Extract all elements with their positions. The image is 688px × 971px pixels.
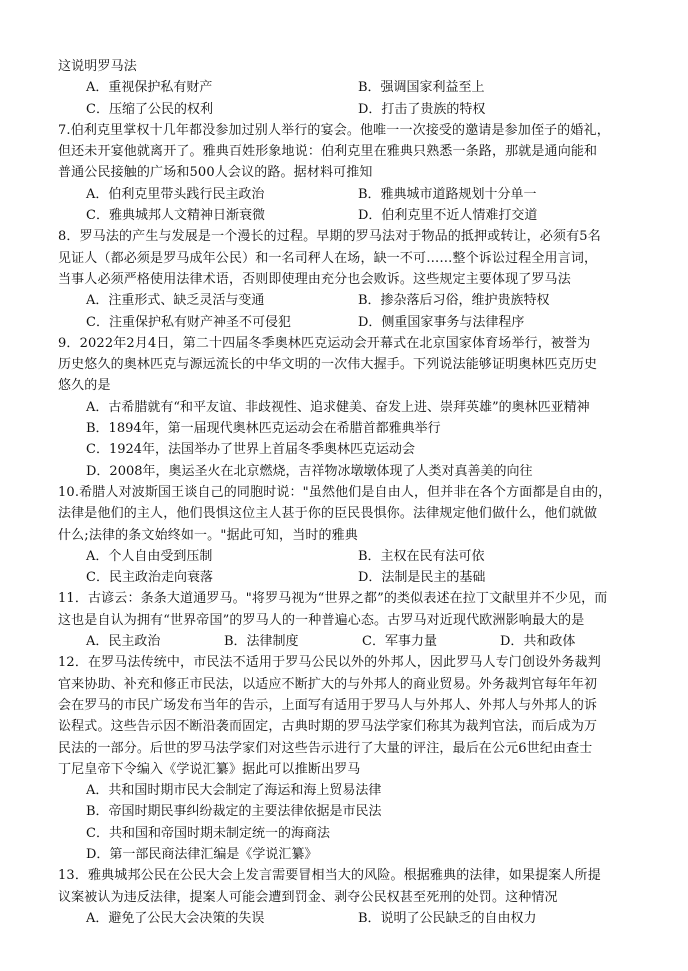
question-7 bbox=[58, 120, 638, 226]
question-stem-line: 9．2022年2月4日，第二十四届冬季奥林匹克运动会开幕式在北京国家体育场举行，被誉为 bbox=[58, 335, 591, 351]
question-stem-line: 悠久的是 bbox=[58, 378, 111, 394]
options-row bbox=[58, 567, 638, 588]
question-stem-line: 当事人必须严格使用法律术语，否则即使理由充分也会败诉。这些规定主要体现了罗马法 bbox=[58, 271, 571, 287]
question-stem-line: 丁尼皇帝下令编入《学说汇纂》据此可以推断出罗马 bbox=[58, 761, 361, 777]
options-row bbox=[58, 184, 638, 205]
option-b: B．强调国家利益至上 bbox=[358, 80, 485, 96]
question-stem-line: 11．古谚云：条条大道通罗马。"将罗马视为“世界之都”的类似表述在拉丁文献里并不少见，而 bbox=[58, 591, 608, 607]
option-a: A．避免了公民大会决策的失误 bbox=[86, 910, 265, 926]
question-9 bbox=[58, 333, 638, 482]
option-b: B．帝国时期民事纠纷裁定的主要法律依据是市民法 bbox=[86, 804, 382, 820]
question-stem-line: 会在罗马的市民广场发布当年的告示，上面写有适用于罗马人与外邦人、外邦人与外邦人的诉 bbox=[58, 697, 598, 713]
option-c: C．压缩了公民的权利 bbox=[86, 101, 213, 117]
question-stem-line: 讼程式。这些告示因不断沿袭而固定，古典时期的罗马法学家们称其为裁判官法，而后成为万 bbox=[58, 719, 598, 735]
option-c: C．民主政治走向衰落 bbox=[86, 570, 213, 586]
question-13 bbox=[58, 865, 638, 929]
option-c: C．雅典城邦人文精神日渐衰微 bbox=[86, 208, 265, 224]
options-row bbox=[58, 205, 638, 226]
question-stem-line: 但还未开宴他就离开了。雅典百姓形象地说：伯利克里在雅典只熟悉一条路，那就是通向能和 bbox=[58, 144, 598, 160]
question-8 bbox=[58, 226, 638, 332]
option-c: C．注重保护私有财产神圣不可侵犯 bbox=[86, 314, 291, 330]
question-stem-line: 历史悠久的奥林匹克与源远流长的中华文明的一次伟大握手。下列说法能够证明奥林匹克历史 bbox=[58, 357, 598, 373]
question-stem-line: 法律是他们的主人，他们畏惧这位主人甚于你的臣民畏惧你。法律规定他们做什么，他们就做 bbox=[58, 506, 598, 522]
option-b: B．雅典城市道路规划十分单一 bbox=[358, 186, 537, 202]
question-6-options-row-2 bbox=[58, 99, 638, 120]
question-6-options-row-1 bbox=[58, 77, 638, 98]
options-row bbox=[58, 908, 638, 929]
question-stem-line: 10.希腊人对波斯国王谈自己的同胞时说："虽然他们是自由人，但并非在各个方面都是自由的， bbox=[58, 484, 612, 500]
question-stem-line: 官来协助、补充和修正市民法，以适应不断扩大的与外邦人的商业贸易。外务裁判官每年年初 bbox=[58, 676, 598, 692]
option-c: C．军事力量 bbox=[362, 634, 437, 650]
question-stem-line: 普通公民接触的广场和500人会议的路。据材料可推知 bbox=[58, 165, 373, 181]
question-stem-line: 民法的一部分。后世的罗马法学家们对这些告示进行了大量的评注，最后在公元6世纪由查士 bbox=[58, 740, 593, 756]
option-a: A．个人自由受到压制 bbox=[86, 548, 213, 564]
option-b: B．1894年，第一届现代奥林匹克运动会在希腊首都雅典举行 bbox=[86, 421, 441, 437]
question-10 bbox=[58, 482, 638, 588]
question-stem-line: 8．罗马法的产生与发展是一个漫长的过程。早期的罗马法对于物品的抵押或转让，必须有5名 bbox=[58, 229, 601, 245]
question-stem-line: 这也是自认为拥有“世界帝国”的罗马人的一种普遍心态。古罗马对近现代欧洲影响最大的是 bbox=[58, 612, 585, 628]
option-c: C．1924年，法国举办了世界上首届冬季奥林匹克运动会 bbox=[86, 442, 416, 458]
question-6-stem-tail: 这说明罗马法 bbox=[58, 59, 137, 74]
question-stem-line: 7.伯利克里掌权十几年都没参加过别人举行的宴会。他唯一一次接受的邀请是参加侄子的婚礼， bbox=[58, 122, 610, 138]
option-a: A．注重形式、缺乏灵活与变通 bbox=[86, 293, 265, 309]
question-11 bbox=[58, 588, 638, 652]
options-row bbox=[58, 546, 638, 567]
option-a: A．民主政治 bbox=[86, 634, 161, 650]
option-b: B．法律制度 bbox=[224, 634, 299, 650]
option-d: D．2008年，奥运圣火在北京燃烧，吉祥物冰墩墩体现了人类对真善美的向往 bbox=[86, 463, 533, 479]
exam-page bbox=[58, 56, 638, 929]
option-d: D．法制是民主的基础 bbox=[358, 570, 486, 586]
question-stem-line: 见证人（都必须是罗马成年公民）和一名司秤人在场，缺一不可……整个诉讼过程全用言词， bbox=[58, 250, 598, 266]
option-b: B．主权在民有法可依 bbox=[358, 548, 485, 564]
option-d: D．侧重国家事务与法律程序 bbox=[358, 314, 525, 330]
option-d: D．打击了贵族的特权 bbox=[358, 101, 486, 117]
question-stem-line: 12．在罗马法传统中，市民法不适用于罗马公民以外的外邦人，因此罗马人专门创设外务裁判 bbox=[58, 655, 601, 671]
question-stem-line: 13．雅典城邦公民在公民大会上发言需要冒相当大的风险。根据雅典的法律，如果提案人所提 bbox=[58, 868, 601, 884]
options-row bbox=[58, 290, 638, 311]
option-d: D．第一部民商法律汇编是《学说汇纂》 bbox=[86, 846, 318, 862]
options-row bbox=[58, 312, 638, 333]
question-12 bbox=[58, 652, 638, 865]
option-b: B．说明了公民缺乏的自由权力 bbox=[358, 910, 537, 926]
option-c: C．共和国和帝国时期未制定统一的海商法 bbox=[86, 825, 330, 841]
question-stem-line: 什么;法律的条文始终如一。"据此可知，当时的雅典 bbox=[58, 527, 358, 543]
options-row bbox=[58, 631, 638, 652]
option-b: B．掺杂落后习俗，维护贵族特权 bbox=[358, 293, 550, 309]
option-d: D．共和政体 bbox=[500, 634, 576, 650]
option-a: A．重视保护私有财产 bbox=[86, 80, 213, 96]
option-a: A．伯利克里带头践行民主政治 bbox=[86, 186, 265, 202]
option-d: D．伯利克里不近人情难打交道 bbox=[358, 208, 538, 224]
question-stem-line: 议案被认为违反法律，提案人可能会遭到罚金、剥夺公民权甚至死刑的处罚。这种情况 bbox=[58, 889, 558, 905]
option-a: A．共和国时期市民大会制定了海运和海上贸易法律 bbox=[86, 783, 382, 799]
option-a: A．古希腊就有“和平友谊、非歧视性、追求健美、奋发上进、崇拜英雄”的奥林匹亚精神 bbox=[86, 399, 590, 415]
